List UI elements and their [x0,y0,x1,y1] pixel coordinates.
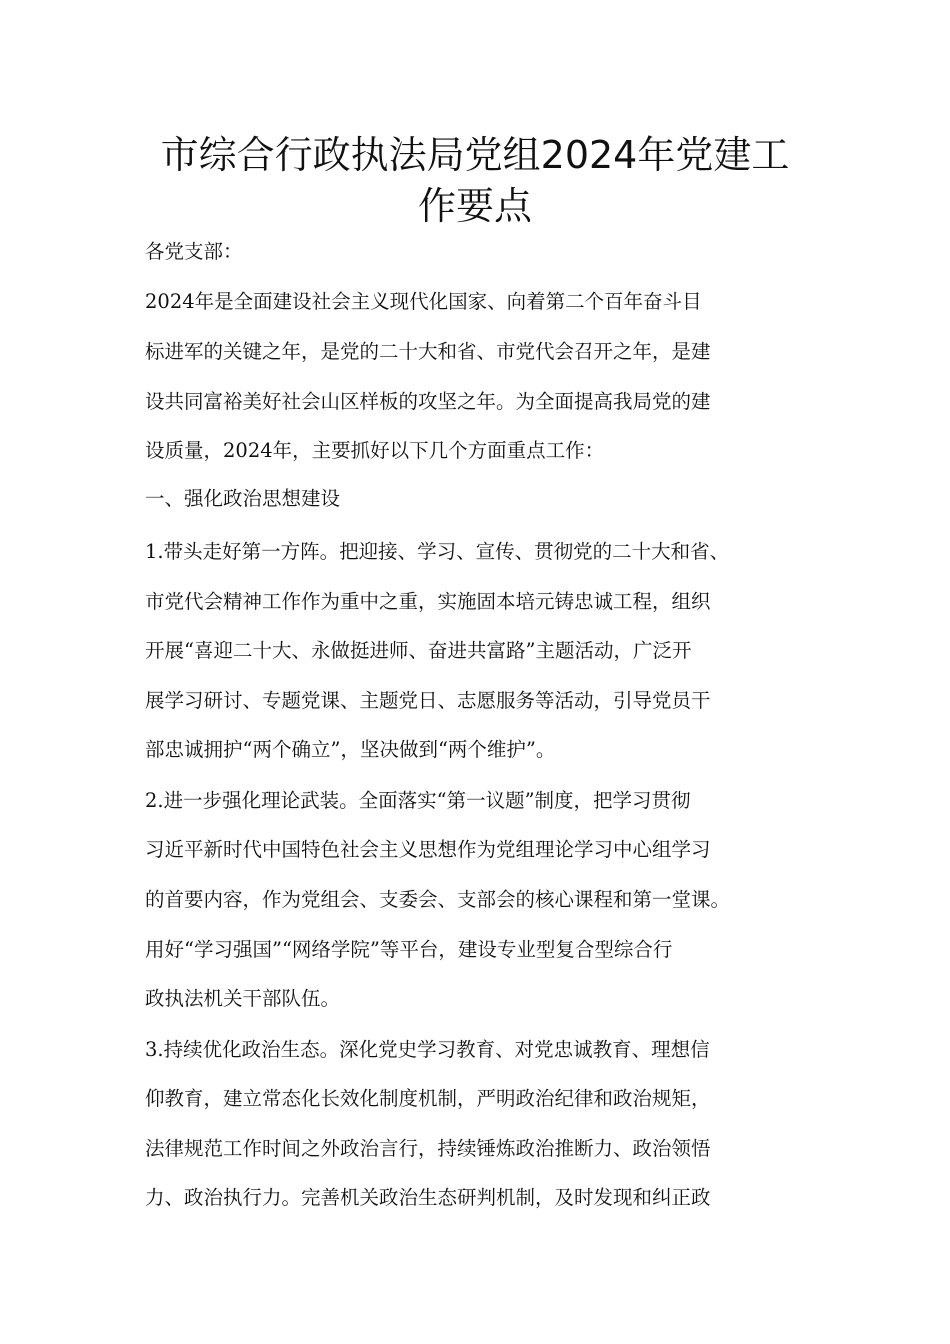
paragraph-line: 设共同富裕美好社会山区样板的攻坚之年。为全面提高我局党的建 [145,390,711,413]
paragraph-line: 法律规范工作时间之外政治言行，持续锤炼政治推断力、政治领悟 [145,1137,711,1160]
paragraph-line: 2024年是全面建设社会主义现代化国家、向着第二个百年奋斗目 [145,290,702,313]
section-heading: 一、强化政治思想建设 [145,487,341,510]
paragraph-line: 展学习研讨、专题党课、主题党日、志愿服务等活动，引导党员干 [145,689,711,712]
salutation: 各党支部： [145,240,243,263]
paragraph-line: 的首要内容，作为党组会、支委会、支部会的核心课程和第一堂课。 [145,888,731,911]
document-title-line-2: 作要点 [417,184,532,228]
paragraph-line: 部忠诚拥护“两个确立”，坚决做到“两个维护”。 [145,738,556,761]
paragraph-line: 标进军的关键之年，是党的二十大和省、市党代会召开之年，是建 [145,340,711,363]
paragraph-line: 政执法机关干部队伍。 [145,987,341,1010]
paragraph-line: 用好“学习强国”“网络学院”等平台，建设专业型复合型综合行 [145,938,673,961]
paragraph-line: 设质量，2024年，主要抓好以下几个方面重点工作： [145,439,605,462]
paragraph-line: 力、政治执行力。完善机关政治生态研判机制，及时发现和纠正政 [145,1186,711,1209]
paragraph-line: 1.带头走好第一方阵。把迎接、学习、宣传、贯彻党的二十大和省、 [145,540,730,563]
paragraph-line: 2.进一步强化理论武装。全面落实“第一议题”制度，把学习贯彻 [145,789,691,812]
paragraph-line: 开展“喜迎二十大、永做挺进师、奋进共富路”主题活动，广泛开 [145,639,692,662]
paragraph-line: 3.持续优化政治生态。深化党史学习教育、对党忠诚教育、理想信 [145,1038,710,1061]
document-title-line-1: 市综合行政执法局党组2024年党建工 [160,133,790,177]
paragraph-line: 习近平新时代中国特色社会主义思想作为党组理论学习中心组学习 [145,838,711,861]
paragraph-line: 市党代会精神工作作为重中之重，实施固本培元铸忠诚工程，组织 [145,590,711,613]
paragraph-line: 仰教育，建立常态化长效化制度机制，严明政治纪律和政治规矩， [145,1087,711,1110]
